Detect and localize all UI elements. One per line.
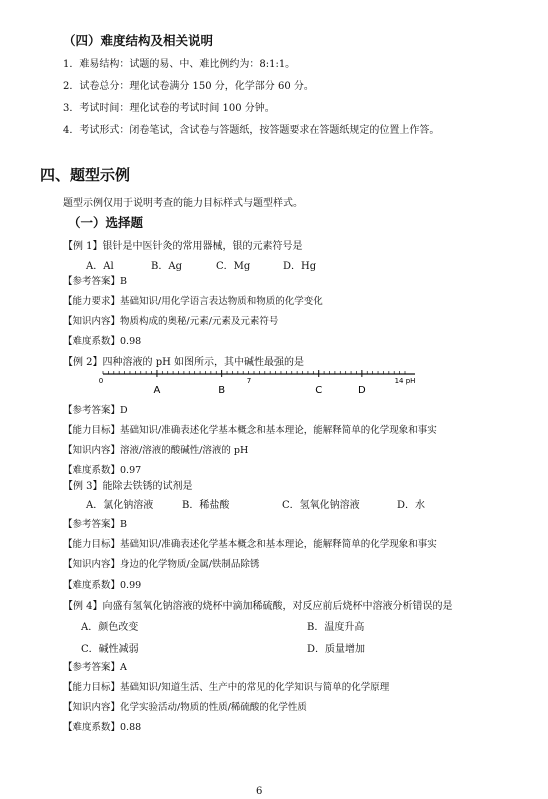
list-item: 3．考试时间：理化试卷的考试时间 100 分钟。 [63, 103, 275, 114]
section-heading-difficulty: （四）难度结构及相关说明 [63, 33, 214, 48]
question-4: 【例 4】向盛有氢氧化钠溶液的烧杯中滴加稀硫酸，对反应前后烧杯中溶液分析错误的是 [63, 601, 453, 612]
section-heading-examples: 四、题型示例 [40, 166, 131, 184]
option-4b: B．温度升高 [307, 622, 365, 633]
difficulty-2: 【难度系数】0.97 [63, 465, 142, 476]
option-3b: B．稀盐酸 [182, 500, 230, 511]
ph-tick-14: 14 pH [394, 377, 416, 385]
ph-point-label-a: A [153, 385, 161, 396]
ph-point-label-c: C [315, 385, 323, 396]
option-3d: D．水 [397, 500, 426, 511]
question-2: 【例 2】四种溶液的 pH 如图所示，其中碱性最强的是 [63, 357, 305, 368]
answer-4: 【参考答案】A [63, 662, 127, 673]
answer-1: 【参考答案】B [63, 276, 127, 287]
section-intro: 题型示例仅用于说明考查的能力目标样式与题型样式。 [63, 198, 303, 209]
answer-2: 【参考答案】D [63, 405, 128, 416]
option-4d: D．质量增加 [307, 644, 366, 655]
list-item: 4．考试形式：闭卷笔试，含试卷与答题纸，按答题要求在答题纸规定的位置上作答。 [63, 125, 440, 136]
option-1a: A．Al [86, 261, 114, 272]
knowledge-2: 【知识内容】溶液/溶液的酸碱性/溶液的 pH [63, 445, 249, 456]
ability-4: 【能力目标】基础知识/知道生活、生产中的常见的化学知识与简单的化学原理 [63, 682, 390, 693]
subsection-heading-choice: （一）选择题 [68, 215, 144, 230]
question-1: 【例 1】银针是中医针灸的常用器械，银的元素符号是 [63, 241, 303, 252]
list-item: 2．试卷总分：理化试卷满分 150 分，化学部分 60 分。 [63, 81, 314, 92]
list-item: 1．难易结构：试题的易、中、难比例约为：8:1:1。 [63, 59, 296, 70]
difficulty-1: 【难度系数】0.98 [63, 336, 142, 347]
option-3c: C．氢氧化钠溶液 [282, 500, 360, 511]
option-1d: D．Hg [283, 261, 317, 272]
difficulty-4: 【难度系数】0.88 [63, 722, 142, 733]
difficulty-3: 【难度系数】0.99 [63, 580, 142, 591]
knowledge-4: 【知识内容】化学实验活动/物质的性质/稀硫酸的化学性质 [63, 702, 307, 713]
ph-point-label-d: D [358, 385, 366, 396]
option-4a: A．颜色改变 [81, 622, 139, 633]
ph-point-label-b: B [218, 385, 226, 396]
question-3: 【例 3】能除去铁锈的试剂是 [63, 481, 193, 492]
ability-1: 【能力要求】基础知识/用化学语言表达物质和物质的化学变化 [63, 296, 323, 307]
answer-3: 【参考答案】B [63, 519, 127, 530]
ability-2: 【能力目标】基础知识/准确表述化学基本概念和基本理论，能解释简单的化学现象和事实 [63, 425, 437, 436]
knowledge-3: 【知识内容】身边的化学物质/金属/铁制品除锈 [63, 559, 260, 570]
ph-tick-0: 0 [98, 377, 104, 385]
option-3a: A．氯化钠溶液 [86, 500, 154, 511]
ability-3: 【能力目标】基础知识/准确表述化学基本概念和基本理论，能解释简单的化学现象和事实 [63, 539, 437, 550]
option-1b: B．Ag [151, 261, 182, 272]
knowledge-1: 【知识内容】物质构成的奥秘/元素/元素及元素符号 [63, 316, 279, 327]
ph-scale [95, 368, 425, 398]
page-number: 6 [256, 786, 263, 797]
ph-tick-7: 7 [246, 377, 252, 385]
option-1c: C．Mg [216, 261, 251, 272]
option-4c: C．碱性减弱 [81, 644, 139, 655]
